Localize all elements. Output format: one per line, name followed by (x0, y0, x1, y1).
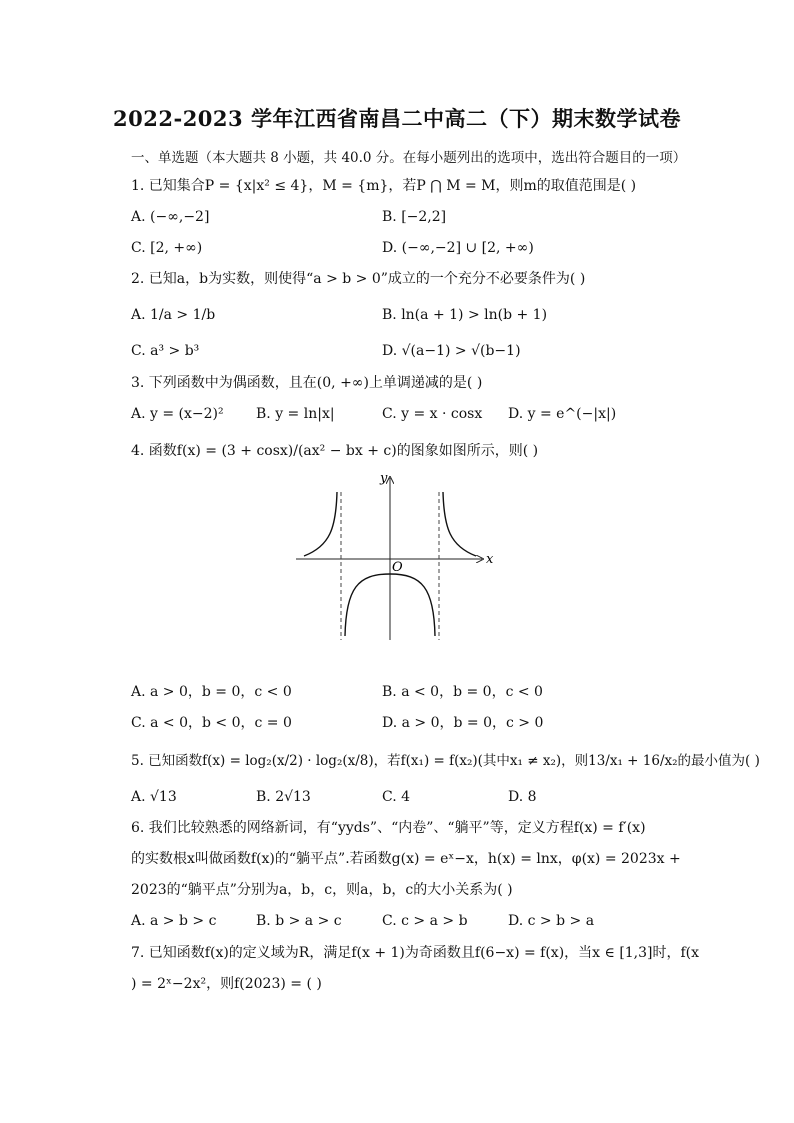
question-1-option-d: D. (−∞,−2] ∪ [2, +∞) (382, 240, 534, 256)
question-6-stem-line-3: 2023的“躺平点”分别为a，b，c，则a，b，c的大小关系为( ) (131, 882, 513, 898)
question-3-option-c: C. y = x · cosx (382, 406, 483, 422)
question-6-stem-line-1: 6. 我们比较熟悉的网络新词，有“yyds”、“内卷”、“躺平”等，定义方程f(x) = f′(x) (131, 820, 646, 836)
curve-upper-left (304, 492, 337, 556)
question-1-stem: 1. 已知集合P = {x|x² ≤ 4}，M = {m}，若P ⋂ M = M，则m的取值范围是( ) (131, 178, 637, 194)
question-7-stem-line-1: 7. 已知函数f(x)的定义域为R，满足f(x + 1)为奇函数且f(6−x) = f(x)，当x ∈ [1,3]时，f(x (131, 945, 700, 961)
question-6-stem-line-2: 的实数根x叫做函数f(x)的“躺平点”.若函数g(x) = eˣ−x，h(x) = lnx，φ(x) = 2023x + (131, 851, 681, 867)
question-3-option-a: A. y = (x−2)² (131, 406, 224, 422)
origin-label: O (392, 560, 403, 575)
exam-title: 2022-2023 学年江西省南昌二中高二（下）期末数学试卷 (113, 106, 681, 131)
question-2-stem: 2. 已知a，b为实数，则使得“a > b > 0”成立的一个充分不必要条件为( ) (131, 271, 586, 287)
question-2-option-a: A. 1/a > 1/b (131, 307, 216, 323)
section-header: 一、单选题（本大题共 8 小题，共 40.0 分。在每小题列出的选项中，选出符合题目的一项） (131, 150, 687, 166)
question-3-option-d: D. y = e^(−|x|) (508, 406, 617, 422)
function-graph (296, 470, 498, 642)
question-1-option-a: A. (−∞,−2] (131, 209, 210, 225)
y-axis-label: y (380, 471, 388, 486)
question-2-option-d: D. √(a−1) > √(b−1) (382, 343, 521, 359)
question-4-option-c: C. a < 0，b < 0，c = 0 (131, 715, 292, 731)
x-axis-label: x (486, 552, 494, 567)
question-4-stem: 4. 函数f(x) = (3 + cosx)/(ax² − bx + c)的图象如图所示，则( ) (131, 443, 539, 459)
question-4-option-d: D. a > 0，b = 0，c > 0 (382, 715, 544, 731)
question-3-option-b: B. y = ln|x| (256, 406, 335, 422)
question-2-option-c: C. a³ > b³ (131, 343, 200, 359)
question-6-option-c: C. c > a > b (382, 913, 468, 929)
question-5-option-d: D. 8 (508, 789, 537, 805)
question-5-option-b: B. 2√13 (256, 789, 311, 805)
question-6-option-d: D. c > b > a (508, 913, 595, 929)
question-1-option-b: B. [−2,2] (382, 209, 447, 225)
question-5-option-c: C. 4 (382, 789, 411, 805)
question-2-option-b: B. ln(a + 1) > ln(b + 1) (382, 307, 548, 323)
question-4-option-b: B. a < 0，b = 0，c < 0 (382, 684, 543, 700)
curve-upper-right (443, 492, 476, 556)
question-7-stem-line-2: ) = 2ˣ−2x²，则f(2023) = ( ) (131, 976, 322, 992)
question-5-option-a: A. √13 (131, 789, 177, 805)
question-6-option-a: A. a > b > c (131, 913, 217, 929)
question-4-option-a: A. a > 0，b = 0，c < 0 (131, 684, 292, 700)
question-1-option-c: C. [2, +∞) (131, 240, 203, 256)
question-6-option-b: B. b > a > c (256, 913, 342, 929)
question-3-stem: 3. 下列函数中为偶函数，且在(0, +∞)上单调递减的是( ) (131, 375, 483, 391)
question-5-stem: 5. 已知函数f(x) = log₂(x/2) · log₂(x/8)，若f(x₁) = f(x₂)(其中x₁ ≠ x₂)，则13/x₁ + 16/x₂的最小值为( ) (131, 753, 760, 769)
